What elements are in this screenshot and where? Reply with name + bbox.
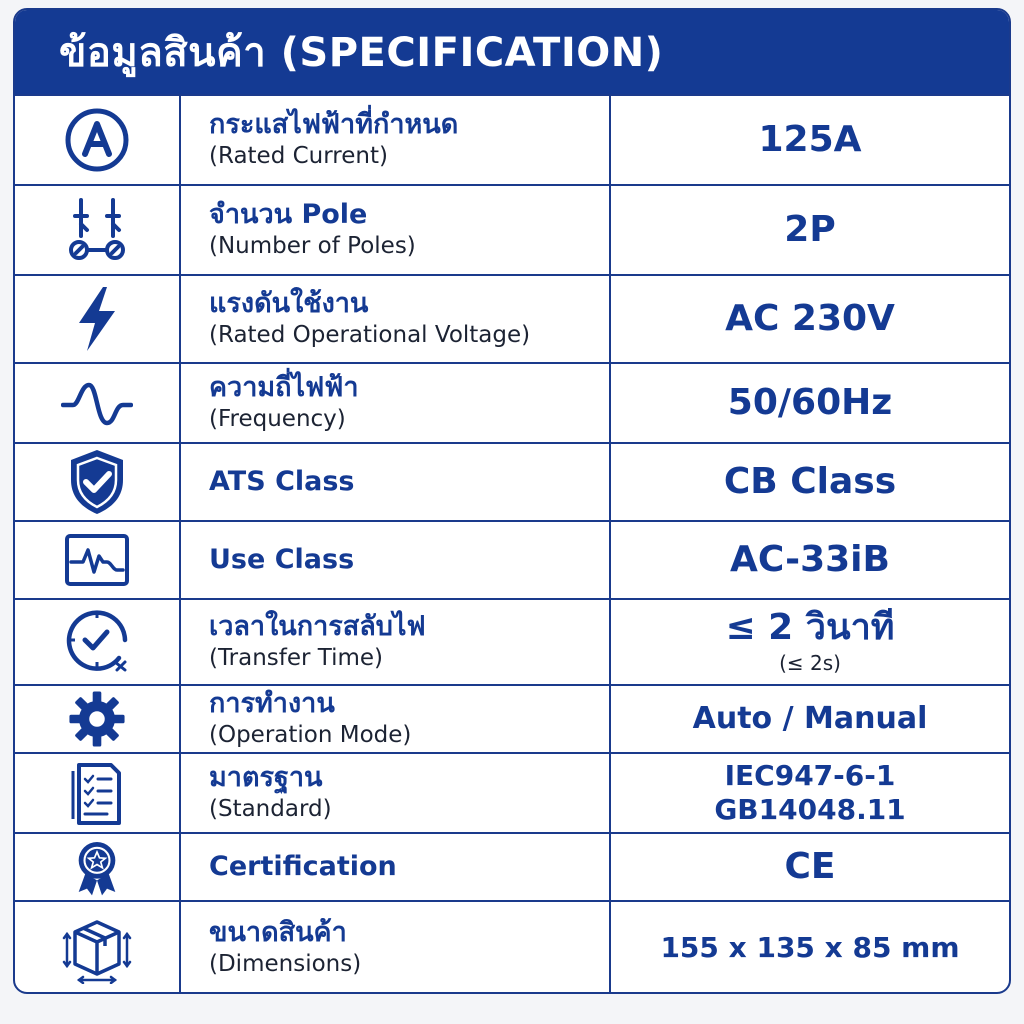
spec-value: ≤ 2 วินาที <box>725 607 895 648</box>
spec-row-ats-class <box>15 442 1009 520</box>
spec-value: 2P <box>784 209 836 250</box>
spec-row-use-class <box>15 520 1009 598</box>
spec-sublabel: (Rated Operational Voltage) <box>209 322 531 348</box>
spec-row-certification <box>15 832 1009 900</box>
spec-value: 155 x 135 x 85 mm <box>660 931 960 964</box>
shield-check-icon <box>61 446 133 518</box>
spec-label: ATS Class <box>209 466 355 497</box>
spec-label: ความถี่ไฟฟ้า <box>209 372 359 403</box>
sine-wave-icon <box>61 367 133 439</box>
box-dimensions-icon <box>61 912 133 984</box>
checklist-icon <box>61 757 133 829</box>
spec-label: เวลาในการสลับไฟ <box>209 611 426 642</box>
spec-row-rated-current <box>15 94 1009 184</box>
spec-value: AC-33iB <box>730 539 890 580</box>
spec-value: 50/60Hz <box>727 382 893 423</box>
poles-icon <box>61 194 133 266</box>
spec-sublabel: (Number of Poles) <box>209 233 416 259</box>
spec-label: มาตรฐาน <box>209 762 323 793</box>
spec-sublabel: (Standard) <box>209 796 332 822</box>
spec-value-line2: GB14048.11 <box>714 793 906 826</box>
ampere-icon <box>61 104 133 176</box>
spec-sublabel: (Dimensions) <box>209 951 362 977</box>
spec-label: Use Class <box>209 544 355 575</box>
spec-label: Certification <box>209 851 397 882</box>
spec-sublabel: (Frequency) <box>209 406 346 432</box>
spec-label: แรงดันใช้งาน <box>209 288 369 319</box>
spec-card <box>13 8 1011 994</box>
spec-value: 125A <box>758 119 862 160</box>
lightning-icon <box>61 283 133 355</box>
spec-label: การทำงาน <box>209 688 335 719</box>
spec-row-voltage <box>15 274 1009 362</box>
spec-value: AC 230V <box>725 298 895 339</box>
spec-row-frequency <box>15 362 1009 442</box>
spec-row-standard <box>15 752 1009 832</box>
spec-value: Auto / Manual <box>692 701 928 736</box>
spec-row-operation-mode <box>15 684 1009 752</box>
spec-value: CB Class <box>723 461 897 502</box>
spec-sublabel: (Rated Current) <box>209 143 388 169</box>
spec-row-transfer-time <box>15 598 1009 684</box>
spec-sublabel: (Operation Mode) <box>209 722 412 748</box>
clock-check-icon <box>61 606 133 678</box>
spec-row-poles <box>15 184 1009 274</box>
spec-label: ขนาดสินค้า <box>209 917 347 948</box>
spec-value: CE <box>784 846 836 887</box>
spec-label: จำนวน Pole <box>209 199 368 230</box>
waveform-monitor-icon <box>61 524 133 596</box>
spec-row-dimensions <box>15 900 1009 994</box>
spec-sublabel: (Transfer Time) <box>209 645 384 671</box>
gear-icon <box>66 688 128 750</box>
spec-value: IEC947-6-1 <box>724 759 896 792</box>
page-title: ข้อมูลสินค้า (SPECIFICATION) <box>59 30 664 76</box>
spec-label: กระแสไฟฟ้าที่กำหนด <box>209 109 459 140</box>
spec-value-sub: (≤ 2s) <box>779 651 841 675</box>
header-bar <box>15 10 1009 94</box>
award-badge-icon <box>67 837 127 897</box>
